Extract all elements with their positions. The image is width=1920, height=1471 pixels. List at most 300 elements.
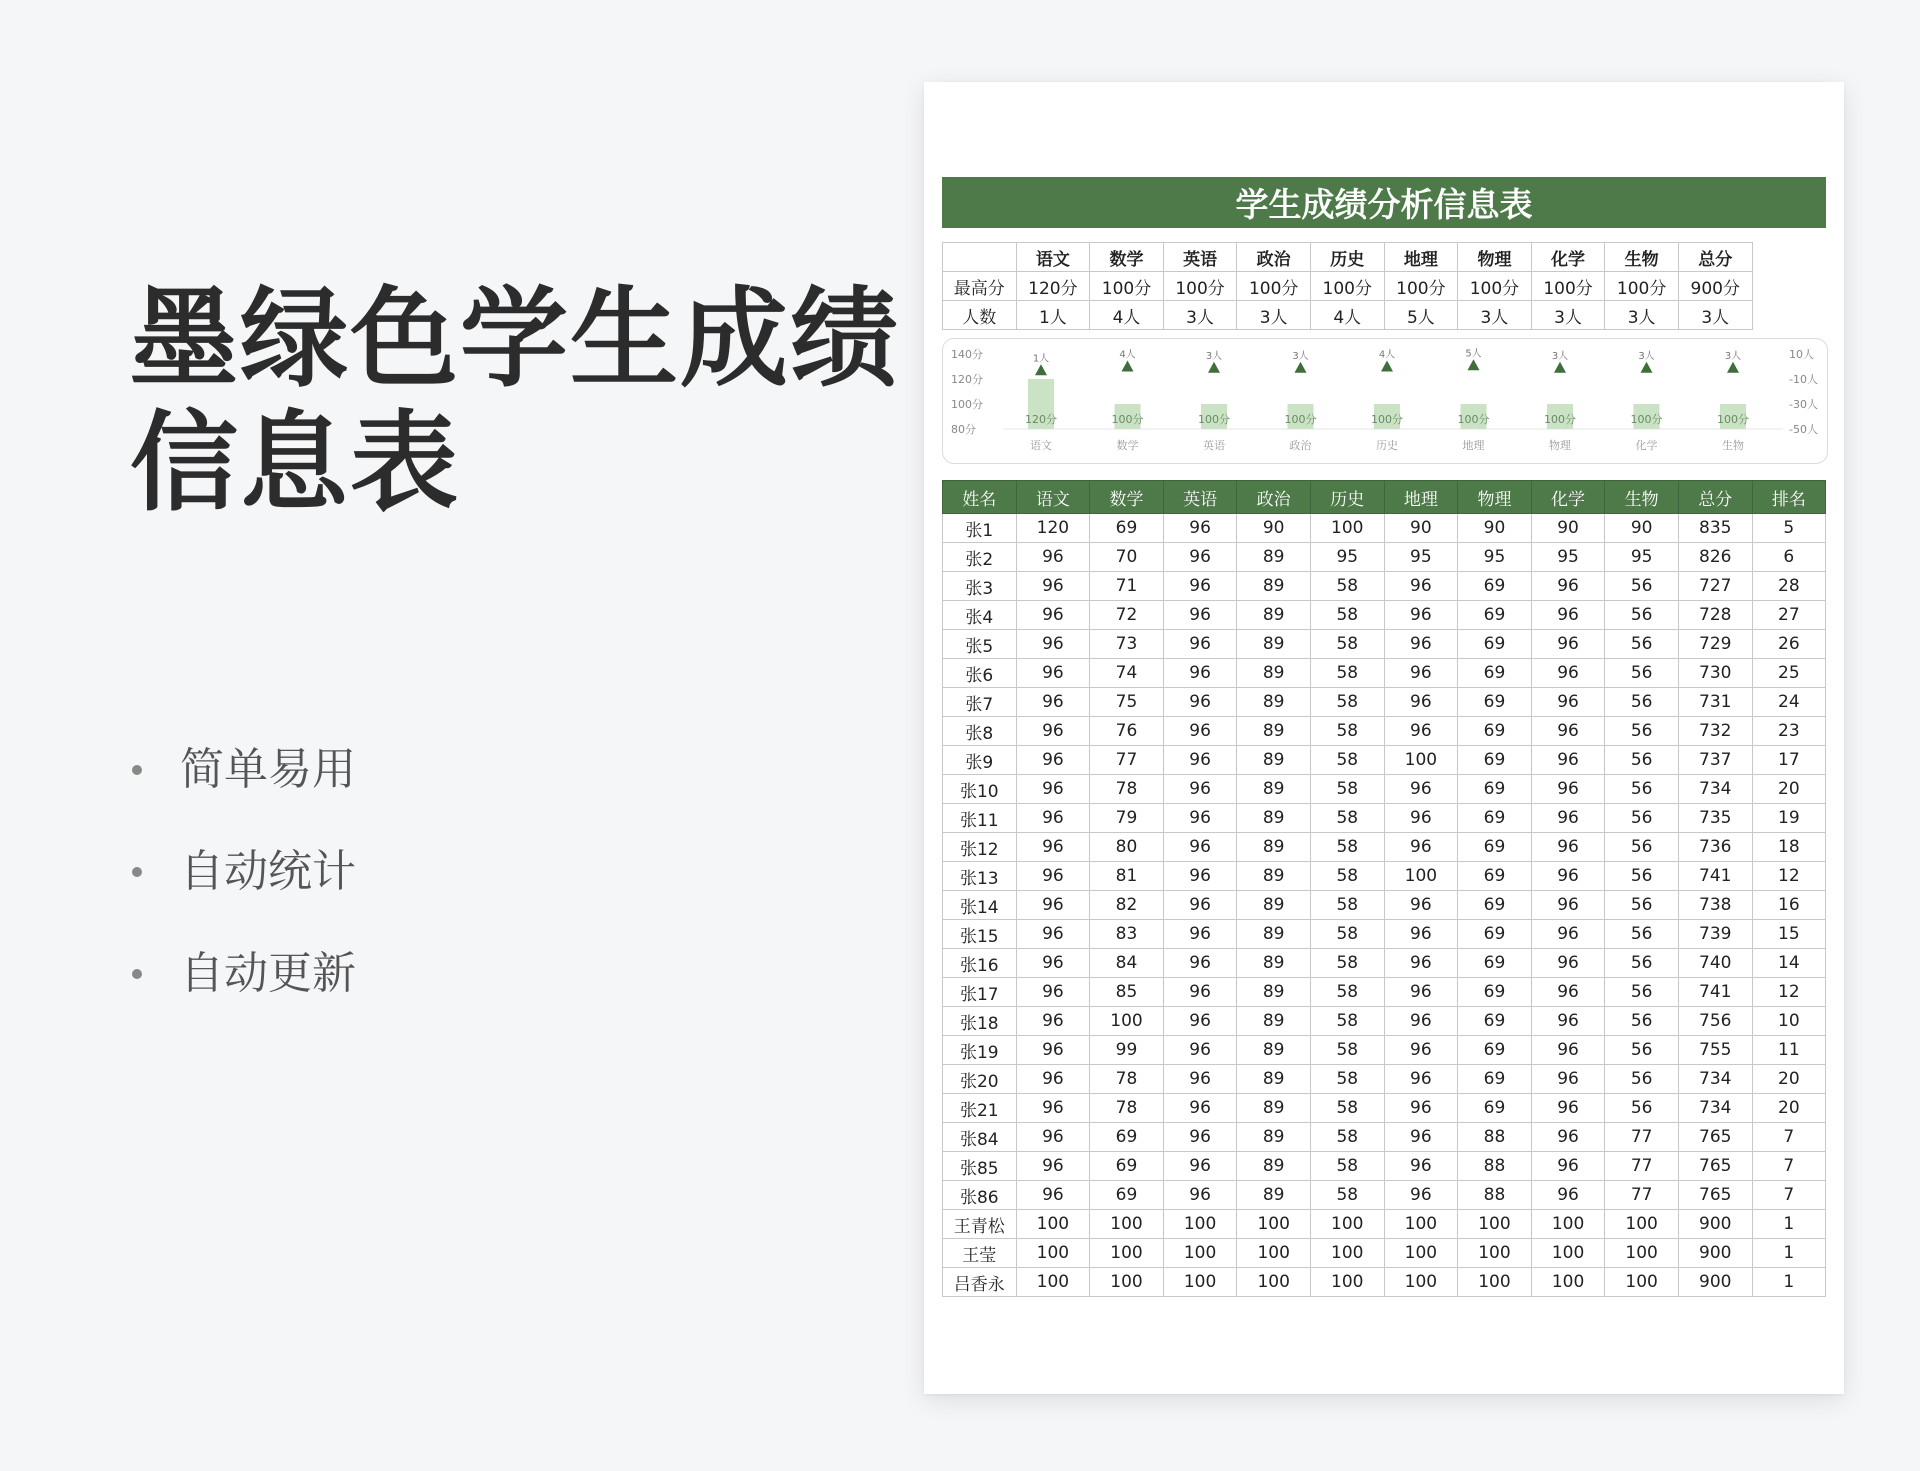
student-name-cell: 张18	[943, 1007, 1017, 1036]
score-cell: 96	[1016, 572, 1090, 601]
score-cell: 84	[1090, 949, 1164, 978]
score-cell: 58	[1310, 572, 1384, 601]
count-data-label: 4人	[1119, 349, 1136, 361]
score-cell: 100	[1605, 1239, 1679, 1268]
table-row	[943, 1036, 1826, 1065]
score-cell: 96	[1531, 1007, 1605, 1036]
summary-count-cell: 3人	[1531, 301, 1605, 330]
score-cell: 96	[1384, 775, 1458, 804]
table-row	[943, 804, 1826, 833]
score-cell: 89	[1237, 543, 1311, 572]
summary-chart	[942, 338, 1828, 464]
score-cell: 95	[1310, 543, 1384, 572]
table-row	[943, 1268, 1826, 1297]
score-cell: 88	[1458, 1123, 1532, 1152]
score-cell: 89	[1237, 601, 1311, 630]
score-cell: 24	[1752, 688, 1826, 717]
summary-subject-header: 化学	[1531, 243, 1605, 272]
student-name-cell: 张3	[943, 572, 1017, 601]
count-marker	[1641, 362, 1653, 373]
score-cell: 96	[1531, 630, 1605, 659]
score-cell: 1	[1752, 1239, 1826, 1268]
column-header: 地理	[1384, 481, 1458, 514]
score-cell: 58	[1310, 746, 1384, 775]
summary-count-cell: 1人	[1016, 301, 1090, 330]
column-header: 语文	[1016, 481, 1090, 514]
column-header: 总分	[1678, 481, 1752, 514]
score-cell: 69	[1458, 688, 1532, 717]
score-cell: 78	[1090, 775, 1164, 804]
x-tick-label: 物理	[1549, 439, 1571, 452]
score-cell: 96	[1163, 601, 1237, 630]
score-cell: 755	[1678, 1036, 1752, 1065]
feature-item: 自动更新	[130, 944, 356, 1046]
score-cell: 78	[1090, 1065, 1164, 1094]
score-cell: 100	[1310, 1210, 1384, 1239]
score-cell: 58	[1310, 717, 1384, 746]
student-name-cell: 张13	[943, 862, 1017, 891]
summary-subject-header: 物理	[1458, 243, 1532, 272]
score-cell: 95	[1605, 543, 1679, 572]
score-cell: 11	[1752, 1036, 1826, 1065]
score-cell: 70	[1090, 543, 1164, 572]
score-cell: 765	[1678, 1123, 1752, 1152]
table-row	[943, 543, 1826, 572]
score-cell: 71	[1090, 572, 1164, 601]
summary-count-cell: 3人	[1605, 301, 1679, 330]
score-cell: 96	[1163, 543, 1237, 572]
score-cell: 58	[1310, 1065, 1384, 1094]
score-cell: 27	[1752, 601, 1826, 630]
score-cell: 58	[1310, 1094, 1384, 1123]
score-cell: 96	[1163, 572, 1237, 601]
score-cell: 100	[1531, 1268, 1605, 1297]
score-cell: 56	[1605, 978, 1679, 1007]
summary-corner	[943, 243, 1017, 272]
summary-subject-header: 英语	[1163, 243, 1237, 272]
column-header: 政治	[1237, 481, 1311, 514]
score-cell: 96	[1016, 1065, 1090, 1094]
score-cell: 96	[1384, 1065, 1458, 1094]
score-cell: 96	[1384, 688, 1458, 717]
count-marker	[1468, 359, 1480, 370]
score-cell: 100	[1384, 746, 1458, 775]
score-cell: 100	[1384, 1210, 1458, 1239]
student-name-cell: 张17	[943, 978, 1017, 1007]
student-name-cell: 张6	[943, 659, 1017, 688]
score-cell: 89	[1237, 630, 1311, 659]
score-cell: 96	[1016, 688, 1090, 717]
score-cell: 96	[1384, 833, 1458, 862]
score-cell: 89	[1237, 1152, 1311, 1181]
score-cell: 96	[1531, 775, 1605, 804]
score-cell: 100	[1384, 862, 1458, 891]
column-header: 数学	[1090, 481, 1164, 514]
score-cell: 96	[1531, 1123, 1605, 1152]
score-cell: 96	[1384, 630, 1458, 659]
score-cell: 56	[1605, 1094, 1679, 1123]
score-cell: 25	[1752, 659, 1826, 688]
count-data-label: 4人	[1378, 349, 1396, 361]
summary-subject-header: 政治	[1237, 243, 1311, 272]
y-left-tick-label: 120分	[951, 373, 983, 386]
score-cell: 75	[1090, 688, 1164, 717]
score-cell: 100	[1163, 1210, 1237, 1239]
score-cell: 100	[1310, 1268, 1384, 1297]
score-cell: 96	[1016, 1036, 1090, 1065]
score-cell: 741	[1678, 862, 1752, 891]
score-cell: 69	[1458, 862, 1532, 891]
score-cell: 56	[1605, 891, 1679, 920]
student-name-cell: 张14	[943, 891, 1017, 920]
summary-max-cell: 100分	[1310, 272, 1384, 301]
score-cell: 89	[1237, 717, 1311, 746]
score-cell: 96	[1384, 659, 1458, 688]
score-cell: 900	[1678, 1268, 1752, 1297]
score-cell: 741	[1678, 978, 1752, 1007]
score-cell: 89	[1237, 891, 1311, 920]
score-cell: 734	[1678, 1065, 1752, 1094]
score-cell: 900	[1678, 1210, 1752, 1239]
x-tick-label: 政治	[1289, 439, 1312, 452]
score-cell: 756	[1678, 1007, 1752, 1036]
count-data-label: 3人	[1551, 350, 1569, 362]
y-left-tick-label: 100分	[951, 398, 983, 411]
spreadsheet-preview	[924, 82, 1844, 1394]
x-tick-label: 化学	[1635, 439, 1658, 452]
score-cell: 835	[1678, 514, 1752, 543]
table-row	[943, 1094, 1826, 1123]
score-cell: 96	[1163, 1123, 1237, 1152]
score-cell: 96	[1531, 891, 1605, 920]
score-cell: 56	[1605, 572, 1679, 601]
count-data-label: 5人	[1465, 348, 1482, 360]
score-cell: 12	[1752, 862, 1826, 891]
summary-subject-header: 地理	[1384, 243, 1458, 272]
score-cell: 1	[1752, 1268, 1826, 1297]
score-cell: 96	[1163, 630, 1237, 659]
score-cell: 100	[1016, 1210, 1090, 1239]
score-cell: 96	[1384, 978, 1458, 1007]
score-cell: 89	[1237, 1094, 1311, 1123]
score-cell: 96	[1016, 1094, 1090, 1123]
score-cell: 96	[1531, 746, 1605, 775]
score-cell: 5	[1752, 514, 1826, 543]
score-cell: 89	[1237, 746, 1311, 775]
x-tick-label: 语文	[1030, 439, 1052, 452]
score-cell: 69	[1458, 833, 1532, 862]
table-row	[943, 688, 1826, 717]
score-cell: 7	[1752, 1123, 1826, 1152]
student-name-cell: 张84	[943, 1123, 1017, 1152]
summary-count-cell: 3人	[1458, 301, 1532, 330]
score-cell: 100	[1090, 1210, 1164, 1239]
student-name-cell: 张4	[943, 601, 1017, 630]
score-cell: 78	[1090, 1094, 1164, 1123]
count-marker	[1122, 361, 1134, 372]
score-cell: 96	[1531, 920, 1605, 949]
x-tick-label: 数学	[1116, 439, 1139, 452]
score-cell: 99	[1090, 1036, 1164, 1065]
summary-subject-header: 总分	[1678, 243, 1752, 272]
score-cell: 89	[1237, 949, 1311, 978]
score-cell: 10	[1752, 1007, 1826, 1036]
score-cell: 96	[1016, 862, 1090, 891]
count-data-label: 3人	[1205, 350, 1223, 362]
score-cell: 58	[1310, 891, 1384, 920]
count-data-label: 3人	[1638, 350, 1655, 362]
bar-data-label: 100分	[1111, 413, 1144, 426]
score-cell: 96	[1531, 833, 1605, 862]
table-row	[943, 920, 1826, 949]
score-cell: 734	[1678, 1094, 1752, 1123]
score-cell: 96	[1016, 1007, 1090, 1036]
score-cell: 96	[1163, 688, 1237, 717]
score-cell: 100	[1310, 514, 1384, 543]
summary-max-cell: 120分	[1016, 272, 1090, 301]
score-cell: 96	[1531, 978, 1605, 1007]
score-cell: 96	[1016, 543, 1090, 572]
score-cell: 100	[1531, 1239, 1605, 1268]
score-cell: 100	[1531, 1210, 1605, 1239]
bar-data-label: 120分	[1025, 413, 1057, 426]
score-cell: 74	[1090, 659, 1164, 688]
score-cell: 96	[1016, 659, 1090, 688]
y-right-tick-label: -50人	[1789, 423, 1818, 436]
score-cell: 100	[1237, 1210, 1311, 1239]
headline	[130, 278, 900, 526]
score-cell: 96	[1163, 833, 1237, 862]
score-cell: 100	[1090, 1007, 1164, 1036]
score-cell: 19	[1752, 804, 1826, 833]
score-cell: 96	[1016, 775, 1090, 804]
score-cell: 15	[1752, 920, 1826, 949]
score-cell: 69	[1458, 1007, 1532, 1036]
count-marker	[1208, 362, 1220, 373]
score-cell: 738	[1678, 891, 1752, 920]
table-row	[943, 630, 1826, 659]
score-cell: 17	[1752, 746, 1826, 775]
student-name-cell: 吕香永	[943, 1268, 1017, 1297]
score-cell: 69	[1458, 717, 1532, 746]
table-row	[943, 659, 1826, 688]
score-cell: 56	[1605, 1065, 1679, 1094]
score-cell: 14	[1752, 949, 1826, 978]
score-cell: 90	[1605, 514, 1679, 543]
summary-max-cell: 100分	[1531, 272, 1605, 301]
score-cell: 89	[1237, 1065, 1311, 1094]
student-name-cell: 张12	[943, 833, 1017, 862]
feature-item: 简单易用	[130, 740, 356, 842]
score-cell: 96	[1531, 1152, 1605, 1181]
summary-table	[942, 242, 1753, 330]
score-cell: 731	[1678, 688, 1752, 717]
summary-count-cell: 3人	[1237, 301, 1311, 330]
count-data-label: 1人	[1032, 353, 1050, 365]
score-cell: 100	[1163, 1268, 1237, 1297]
table-row	[943, 1152, 1826, 1181]
score-cell: 728	[1678, 601, 1752, 630]
bar-data-label: 100分	[1544, 413, 1576, 426]
score-cell: 100	[1237, 1268, 1311, 1297]
table-row	[943, 601, 1826, 630]
student-name-cell: 张19	[943, 1036, 1017, 1065]
score-cell: 96	[1163, 920, 1237, 949]
score-cell: 76	[1090, 717, 1164, 746]
score-cell: 96	[1384, 1094, 1458, 1123]
score-cell: 96	[1384, 572, 1458, 601]
score-cell: 56	[1605, 949, 1679, 978]
score-cell: 96	[1531, 659, 1605, 688]
table-row	[943, 1239, 1826, 1268]
score-cell: 69	[1458, 572, 1532, 601]
score-cell: 69	[1458, 746, 1532, 775]
y-left-tick-label: 140分	[951, 348, 983, 361]
score-cell: 56	[1605, 601, 1679, 630]
student-name-cell: 王莹	[943, 1239, 1017, 1268]
score-cell: 739	[1678, 920, 1752, 949]
summary-count-cell: 4人	[1310, 301, 1384, 330]
score-cell: 96	[1384, 949, 1458, 978]
score-cell: 58	[1310, 1007, 1384, 1036]
score-cell: 96	[1163, 804, 1237, 833]
score-cell: 765	[1678, 1152, 1752, 1181]
score-cell: 96	[1531, 601, 1605, 630]
score-cell: 100	[1384, 1239, 1458, 1268]
score-cell: 7	[1752, 1181, 1826, 1210]
score-cell: 58	[1310, 1152, 1384, 1181]
table-row	[943, 833, 1826, 862]
score-cell: 26	[1752, 630, 1826, 659]
score-cell: 90	[1384, 514, 1458, 543]
score-cell: 100	[1016, 1239, 1090, 1268]
score-cell: 69	[1458, 920, 1532, 949]
student-name-cell: 张9	[943, 746, 1017, 775]
table-row	[943, 717, 1826, 746]
score-cell: 96	[1016, 746, 1090, 775]
score-cell: 56	[1605, 804, 1679, 833]
summary-max-cell: 100分	[1605, 272, 1679, 301]
score-cell: 83	[1090, 920, 1164, 949]
score-cell: 100	[1605, 1210, 1679, 1239]
table-row	[943, 1210, 1826, 1239]
score-cell: 736	[1678, 833, 1752, 862]
score-cell: 120	[1016, 514, 1090, 543]
summary-row-label: 最高分	[943, 272, 1017, 301]
score-cell: 58	[1310, 862, 1384, 891]
score-cell: 729	[1678, 630, 1752, 659]
score-cell: 727	[1678, 572, 1752, 601]
student-name-cell: 张16	[943, 949, 1017, 978]
score-cell: 69	[1458, 1065, 1532, 1094]
score-cell: 96	[1531, 949, 1605, 978]
score-cell: 56	[1605, 1007, 1679, 1036]
score-cell: 96	[1531, 1065, 1605, 1094]
score-cell: 730	[1678, 659, 1752, 688]
count-marker	[1554, 362, 1566, 373]
score-cell: 96	[1016, 804, 1090, 833]
summary-subject-header: 语文	[1016, 243, 1090, 272]
score-cell: 96	[1531, 1181, 1605, 1210]
score-cell: 96	[1384, 1123, 1458, 1152]
score-cell: 900	[1678, 1239, 1752, 1268]
score-cell: 100	[1605, 1268, 1679, 1297]
score-cell: 89	[1237, 1036, 1311, 1065]
bullet-icon	[132, 765, 142, 775]
bar-data-label: 100分	[1198, 413, 1230, 426]
table-row	[943, 775, 1826, 804]
score-cell: 56	[1605, 688, 1679, 717]
student-name-cell: 张7	[943, 688, 1017, 717]
score-cell: 56	[1605, 630, 1679, 659]
column-header: 生物	[1605, 481, 1679, 514]
summary-subject-header: 数学	[1090, 243, 1164, 272]
summary-max-cell: 100分	[1237, 272, 1311, 301]
score-cell: 89	[1237, 833, 1311, 862]
score-cell: 58	[1310, 978, 1384, 1007]
score-cell: 58	[1310, 1036, 1384, 1065]
score-cell: 96	[1384, 1181, 1458, 1210]
score-cell: 89	[1237, 572, 1311, 601]
score-cell: 56	[1605, 833, 1679, 862]
score-cell: 77	[1605, 1152, 1679, 1181]
score-cell: 96	[1163, 775, 1237, 804]
score-cell: 765	[1678, 1181, 1752, 1210]
count-marker	[1381, 361, 1393, 372]
score-cell: 89	[1237, 659, 1311, 688]
score-cell: 69	[1458, 1036, 1532, 1065]
table-row	[943, 514, 1826, 543]
score-cell: 77	[1605, 1181, 1679, 1210]
score-cell: 100	[1384, 1268, 1458, 1297]
score-cell: 72	[1090, 601, 1164, 630]
score-cell: 96	[1163, 1152, 1237, 1181]
student-name-cell: 王青松	[943, 1210, 1017, 1239]
x-tick-label: 生物	[1722, 439, 1744, 452]
score-cell: 96	[1016, 630, 1090, 659]
score-cell: 100	[1237, 1239, 1311, 1268]
score-cell: 95	[1531, 543, 1605, 572]
score-cell: 58	[1310, 775, 1384, 804]
score-cell: 96	[1384, 717, 1458, 746]
score-cell: 96	[1163, 1036, 1237, 1065]
score-cell: 58	[1310, 833, 1384, 862]
student-name-cell: 张86	[943, 1181, 1017, 1210]
score-cell: 96	[1016, 1152, 1090, 1181]
column-header: 英语	[1163, 481, 1237, 514]
count-data-label: 3人	[1292, 350, 1309, 362]
score-cell: 69	[1458, 659, 1532, 688]
score-cell: 69	[1458, 630, 1532, 659]
score-cell: 96	[1016, 891, 1090, 920]
score-cell: 28	[1752, 572, 1826, 601]
score-cell: 89	[1237, 775, 1311, 804]
score-cell: 826	[1678, 543, 1752, 572]
bar-data-label: 100分	[1717, 413, 1749, 426]
score-cell: 20	[1752, 1094, 1826, 1123]
score-cell: 100	[1310, 1239, 1384, 1268]
score-cell: 77	[1605, 1123, 1679, 1152]
bullet-icon	[132, 867, 142, 877]
score-cell: 58	[1310, 920, 1384, 949]
score-cell: 100	[1458, 1239, 1532, 1268]
score-cell: 73	[1090, 630, 1164, 659]
score-cell: 96	[1163, 514, 1237, 543]
score-cell: 740	[1678, 949, 1752, 978]
score-cell: 96	[1016, 920, 1090, 949]
summary-subject-header: 生物	[1605, 243, 1679, 272]
score-cell: 56	[1605, 862, 1679, 891]
